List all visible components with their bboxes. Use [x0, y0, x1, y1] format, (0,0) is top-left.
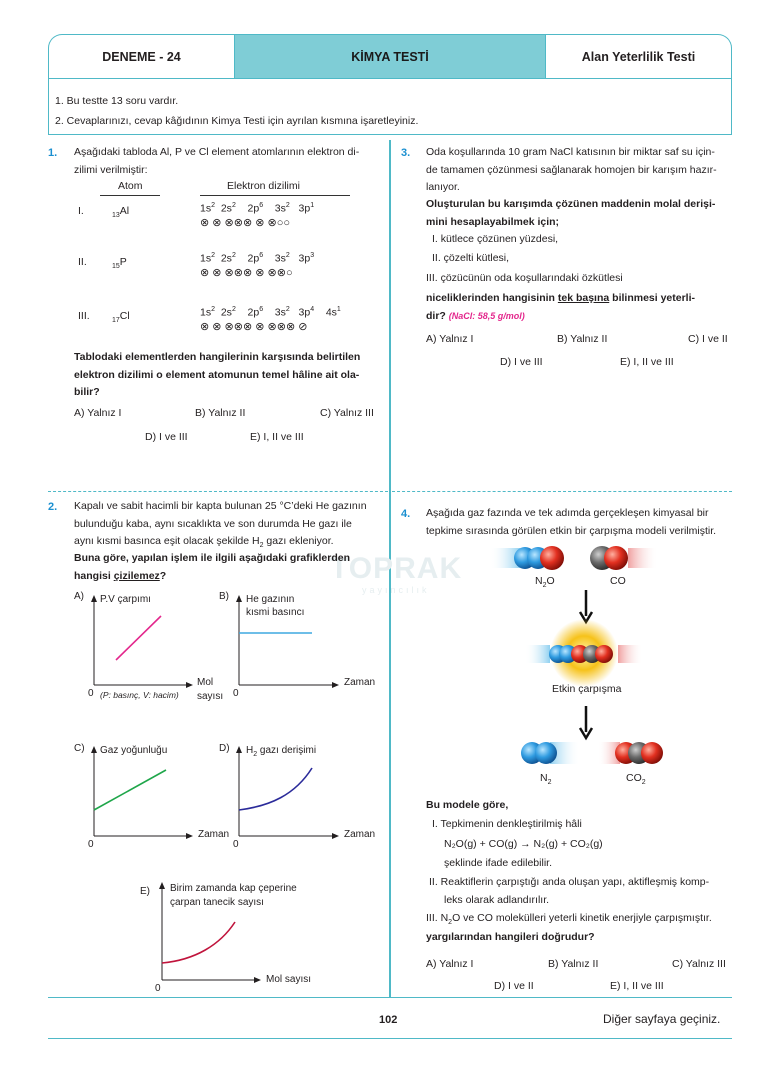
- q1-option-e[interactable]: E) I, II ve III: [250, 431, 304, 443]
- watermark-sub: yayıncılık: [362, 585, 430, 595]
- graph-d-ylabel: $H_2$ gazı derişimi: [246, 745, 317, 758]
- graph-c-letter: C): [74, 743, 85, 754]
- q4-option-e[interactable]: E) I, II ve III: [610, 980, 664, 992]
- footer-rule-bottom: [48, 1038, 732, 1039]
- graph-a-note: (P: basınç, V: hacim): [100, 690, 179, 700]
- q1-question: Tablodaki elementlerden hangilerinin karşısında belirtilen elektron dizilimi o element atomunun temel hâline ait ola- bilir?: [74, 351, 361, 398]
- question-number-1: 1.: [48, 147, 58, 159]
- q1-row2-orbitals: $1s^2$ $2s^2$ $2p^6$ $3s^2$ $3p^3$: [200, 252, 315, 265]
- footer-rule-top: [48, 997, 732, 998]
- question-number-4: 4.: [401, 508, 411, 520]
- q1-row1-boxes: ⊗ ⊗ ⊗⊗⊗ ⊗ ⊗○○: [200, 217, 291, 229]
- graph-c-origin: 0: [88, 839, 94, 850]
- graph-a-xlabel-2: sayısı: [197, 691, 224, 702]
- graph-d-letter: D): [219, 743, 230, 754]
- q3-question: niceliklerinden hangisinin tek başına bilinmesi yeterli- dir? (NaCl: 58,5 g/mol): [426, 292, 696, 322]
- graph-b-letter: B): [219, 591, 229, 602]
- q4-option-c[interactable]: C) Yalnız III: [672, 958, 726, 970]
- label-co: CO: [610, 575, 626, 587]
- burst-trail-left: [525, 645, 550, 663]
- q3-option-c[interactable]: C) I ve II: [688, 333, 728, 345]
- graph-d-curve: [239, 768, 312, 810]
- graph-c-xlabel: Zaman: [198, 829, 230, 840]
- q4-equation: N₂O(g) + CO(g) → N₂(g) + CO₂(g): [444, 838, 603, 850]
- question-number-3: 3.: [401, 147, 411, 159]
- q1-row3-atom: $_{17}$Cl: [112, 310, 130, 325]
- q3-option-a[interactable]: A) Yalnız I: [426, 333, 474, 345]
- q3-stem: Oda koşullarında 10 gram NaCl katısının bir miktar saf su için- de tamamen çözünmesi sağlanarak homojen bir karışım hazır- lanıyor.: [426, 146, 717, 193]
- graph-e-curve: [162, 922, 235, 963]
- q1-row2-atom: $_{15}$P: [112, 256, 127, 271]
- co2-o-atom-2: [641, 742, 663, 764]
- graph-d-xlabel: Zaman: [344, 829, 376, 840]
- q4-stem: Aşağıda gaz fazında ve tek adımda gerçekleşen kimyasal bir tepkime sırasında görülen etkin bir çarpışma modeli verilmiştir.: [426, 507, 717, 537]
- q3-option-e[interactable]: E) I, II ve III: [620, 356, 674, 368]
- q4-option-a[interactable]: A) Yalnız I: [426, 958, 474, 970]
- co-motion-trail: [628, 548, 658, 568]
- q4-item-1: I. Tepkimenin denkleştirilmiş hâli: [432, 818, 582, 830]
- graph-a-origin: 0: [88, 688, 94, 699]
- q3-prompt: Oluşturulan bu karışımda çözünen maddenin molal derişi- mini hesaplayabilmek için;: [426, 198, 716, 228]
- next-page-note: Diğer sayfaya geçiniz.: [603, 1012, 721, 1026]
- q1-row1-roman: I.: [78, 205, 84, 217]
- question-divider-right: [392, 491, 732, 492]
- q1-row1-orbitals: $1s^2$ $2s^2$ $2p^6$ $3s^2$ $3p^1$: [200, 202, 315, 215]
- label-n2: $N_2$: [540, 772, 552, 787]
- q3-item-1: I. kütlece çözünen yüzdesi,: [432, 233, 559, 245]
- graph-e-letter: E): [140, 886, 150, 897]
- graph-c-ylabel: Gaz yoğunluğu: [100, 745, 168, 756]
- q2-graphs: [0, 0, 390, 1000]
- q3-item-2: II. çözelti kütlesi,: [432, 252, 510, 264]
- q4-option-d[interactable]: D) I ve II: [494, 980, 534, 992]
- q3-option-d[interactable]: D) I ve III: [500, 356, 543, 368]
- q1-option-d[interactable]: D) I ve III: [145, 431, 188, 443]
- q3-note: (NaCl: 58,5 g/mol): [448, 310, 525, 321]
- q2-question: Buna göre, yapılan işlem ile ilgili aşağıdaki grafiklerden hangisi çizilemez?: [74, 552, 351, 582]
- exam-name: DENEME - 24: [49, 35, 235, 78]
- q4-intro: Bu modele göre,: [426, 799, 509, 811]
- collision-model: [480, 540, 700, 800]
- q1-col-config: Elektron dizilimi: [227, 180, 300, 192]
- q1-row3-orbitals: $1s^2$ $2s^2$ $2p^6$ $3s^2$ $3p^4$ $4s^1$: [200, 306, 341, 319]
- q1-option-a[interactable]: A) Yalnız I: [74, 407, 122, 419]
- graph-c-line: [94, 770, 166, 810]
- test-type: Alan Yeterlilik Testi: [545, 35, 731, 78]
- graph-b-xlabel: Zaman: [344, 677, 376, 688]
- q1-stem: Aşağıdaki tabloda Al, P ve Cl element atomlarının elektron di- zilimi verilmiştir:: [74, 146, 360, 176]
- graph-a-xlabel-1: Mol: [197, 677, 214, 688]
- q4-option-b[interactable]: B) Yalnız II: [548, 958, 599, 970]
- graph-a-ylabel: P.V çarpımı: [100, 594, 151, 605]
- graph-b-origin: 0: [233, 688, 239, 699]
- instruction-1: 1. Bu testte 13 soru vardır.: [55, 95, 179, 107]
- graph-e-ylabel-1: Birim zamanda kap çeperine: [170, 883, 297, 894]
- graph-b-ylabel-1: He gazının: [246, 594, 295, 605]
- graph-d-origin: 0: [233, 839, 239, 850]
- watermark: TOPRAK: [330, 552, 463, 585]
- q1-col-atom: Atom: [118, 180, 143, 192]
- q3-item-3: III. çözücünün oda koşullarındaki özkütlesi: [426, 272, 623, 284]
- q3-option-b[interactable]: B) Yalnız II: [557, 333, 608, 345]
- q4-question: yargılarından hangileri doğrudur?: [426, 931, 595, 943]
- question-number-2: 2.: [48, 501, 58, 513]
- q2-stem: Kapalı ve sabit hacimli bir kapta bulunan 25 °C’deki He gazının bulunduğu kaba, aynı sıcaklıkta ve son durumda He gazı ile aynı kısmi basınca eşit olacak şekilde $H_2$ gazı ekleniyor.: [74, 500, 367, 550]
- page-number: 102: [379, 1014, 398, 1026]
- instruction-2: 2. Cevaplarınızı, cevap kâğıdının Kimya Testi için ayrılan kısmına işaretleyiniz.: [55, 115, 419, 127]
- graph-e-ylabel-2: çarpan tanecik sayısı: [170, 897, 264, 908]
- label-co2: $CO_2$: [626, 772, 646, 787]
- graph-e-origin: 0: [155, 983, 161, 994]
- q1-row2-roman: II.: [78, 256, 87, 268]
- q4-item-2: II. Reaktiflerin çarpıştığı anda oluşan yapı, aktifleşmiş komp- leks olarak adlandırılır.: [429, 876, 710, 906]
- burst-trail-right: [618, 645, 643, 663]
- q1-row2-boxes: ⊗ ⊗ ⊗⊗⊗ ⊗ ⊗⊗○: [200, 267, 293, 279]
- label-effective-collision: Etkin çarpışma: [552, 683, 622, 695]
- n2-atom-2: [535, 742, 557, 764]
- q1-option-b[interactable]: B) Yalnız II: [195, 407, 246, 419]
- q1-row3-boxes: ⊗ ⊗ ⊗⊗⊗ ⊗ ⊗⊗⊗ ⊘: [200, 321, 308, 333]
- co-o-atom: [604, 546, 628, 570]
- n2o-o-atom: [540, 546, 564, 570]
- q4-item-3: III. $N_2O$ ve CO molekülleri yeterli kinetik enerjiyle çarpışmıştır.: [426, 912, 712, 927]
- graph-a-letter: A): [74, 591, 84, 602]
- graph-b-ylabel-2: kısmi basıncı: [246, 607, 305, 618]
- label-n2o: $N_2O$: [535, 575, 555, 590]
- q1-row3-roman: III.: [78, 310, 90, 322]
- test-title: KİMYA TESTİ: [235, 35, 545, 78]
- q4-item-1b: şeklinde ifade edilebilir.: [444, 857, 552, 869]
- graph-e-xlabel: Mol sayısı: [266, 974, 312, 985]
- q1-option-c[interactable]: C) Yalnız III: [320, 407, 374, 419]
- q1-row1-atom: $_{13}$Al: [112, 205, 130, 220]
- complex-o-atom-2: [595, 645, 613, 663]
- graph-a-line: [116, 616, 161, 660]
